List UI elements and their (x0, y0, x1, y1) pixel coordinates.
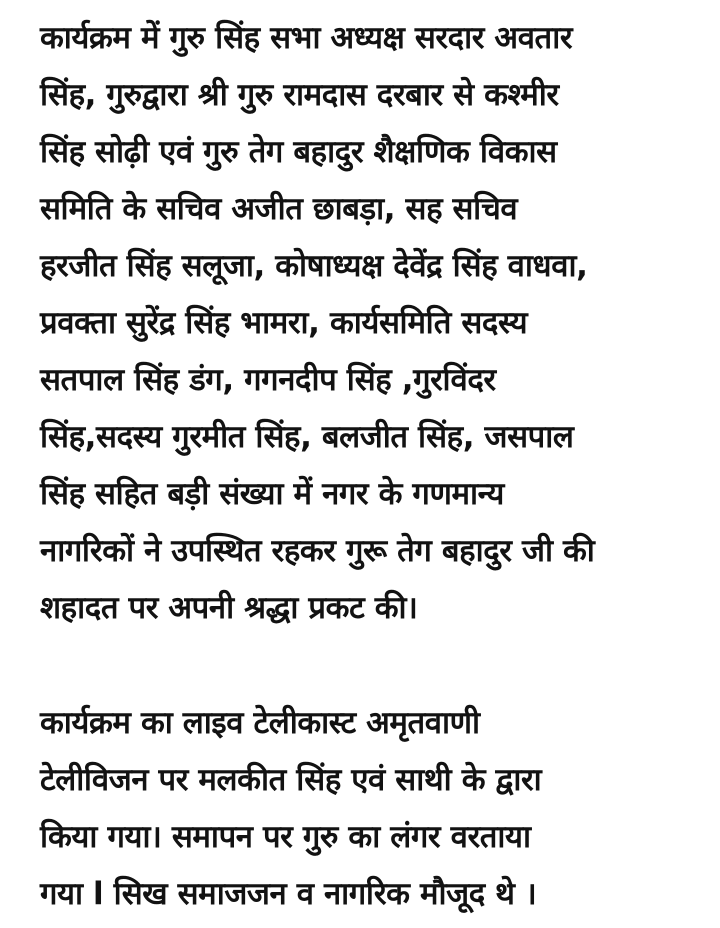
paragraph-2 (40, 695, 710, 923)
text-line: किया गया। समापन पर गुरु का लंगर वरताया (40, 819, 531, 855)
text-line: समिति के सचिव अजीत छाबड़ा, सह सचिव (40, 191, 518, 227)
text-line: हरजीत सिंह सलूजा, कोषाध्यक्ष देवेंद्र सिंह वाधवा, (40, 248, 588, 284)
text-line: कार्यक्रम का लाइव टेलीकास्ट अमृतवाणी (40, 705, 480, 741)
text-line: सिंह, गुरुद्वारा श्री गुरु रामदास दरबार से कश्मीर (40, 77, 559, 113)
text-line: कार्यक्रम में गुरु सिंह सभा अध्यक्ष सरदार अवतार (40, 20, 573, 56)
text-line: सिंह,सदस्य गुरमीत सिंह, बलजीत सिंह, जसपाल (40, 419, 574, 455)
paragraph-1 (40, 10, 710, 637)
text-line: सिंह सहित बड़ी संख्या में नगर के गणमान्य (40, 476, 504, 512)
text-line: प्रवक्ता सुरेंद्र सिंह भामरा, कार्यसमिति सदस्य (40, 305, 528, 341)
text-line: गया l सिख समाजजन व नागरिक मौजूद थे । (40, 876, 537, 912)
text-line: शहादत पर अपनी श्रद्धा प्रकट की। (40, 590, 418, 626)
text-line: नागरिकों ने उपस्थित रहकर गुरू तेग बहादुर जी की (40, 533, 595, 569)
article-body (40, 10, 710, 923)
paragraph-spacer (40, 637, 710, 695)
text-line: टेलीविजन पर मलकीत सिंह एवं साथी के द्वारा (40, 762, 542, 798)
text-line: सिंह सोढ़ी एवं गुरु तेग बहादुर शैक्षणिक विकास (40, 134, 557, 170)
text-line: सतपाल सिंह डंग, गगनदीप सिंह ,गुरविंदर (40, 362, 496, 398)
